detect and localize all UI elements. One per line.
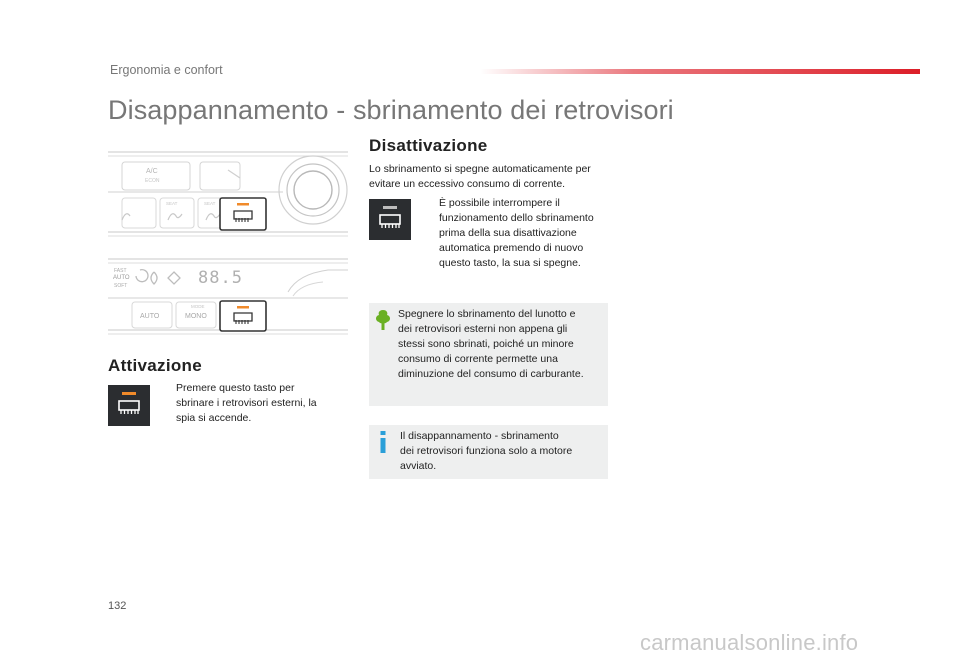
auto-small-label: AUTO <box>113 275 130 281</box>
eco-tip-box <box>369 303 608 406</box>
ac-label: A/C <box>146 168 158 175</box>
header-accent-bar <box>480 69 920 74</box>
eco-tip-line: dei retrovisori esterni non appena gli <box>398 323 568 335</box>
eco-tip-text <box>398 307 606 382</box>
disattivazione-line: automatica premendo di nuovo <box>439 242 584 254</box>
attivazione-text <box>176 381 346 426</box>
defrost-button-on-icon <box>108 385 150 426</box>
disattivazione-intro-line: Lo sbrinamento si spegne automaticamente per <box>369 163 591 175</box>
ac-econ-label: ECON <box>145 178 160 184</box>
attivazione-line: spia si accende. <box>176 412 252 424</box>
eco-tip-line: diminuzione del consumo di carburante. <box>398 368 584 380</box>
info-note-line: dei retrovisori funziona solo a motore <box>400 445 573 457</box>
page-number: 132 <box>108 600 127 612</box>
seat-label-1: SEAT <box>166 201 178 206</box>
eco-tip-line: Spegnere lo sbrinamento del lunotto e <box>398 308 576 320</box>
info-icon <box>378 431 388 453</box>
display-readout: 88.5 <box>198 268 243 288</box>
mono-button-label: MONO <box>185 313 207 320</box>
disattivazione-line: È possibile interrompere il <box>439 197 560 209</box>
page-title: Disappannamento - sbrinamento dei retrovisori <box>108 95 674 125</box>
mode-label: MODE <box>191 304 205 309</box>
disattivazione-intro-line: evitare un eccessivo consumo di corrente. <box>369 178 566 190</box>
watermark: carmanualsonline.info <box>640 630 859 655</box>
seat-label-2: SEAT <box>204 201 216 206</box>
info-note-line: Il disappannamento - sbrinamento <box>400 430 559 442</box>
disattivazione-heading: Disattivazione <box>369 136 488 155</box>
attivazione-line: sbrinare i retrovisori esterni, la <box>176 397 317 409</box>
info-note-text <box>400 429 605 474</box>
disattivazione-text <box>439 196 614 271</box>
defrost-button-off-icon <box>369 199 411 240</box>
eco-tip-line: stessi sono sbrinati, poiché un minore <box>398 338 574 350</box>
disattivazione-line: funzionamento dello sbrinamento <box>439 212 594 224</box>
info-note-line: avviato. <box>400 460 437 472</box>
disattivazione-line: questo tasto, la sua si spegne. <box>439 257 581 269</box>
attivazione-line: Premere questo tasto per <box>176 382 295 394</box>
fast-label: FAST <box>114 268 127 274</box>
eco-tip-line: consumo di corrente permette una <box>398 353 558 365</box>
tree-eco-icon <box>374 309 392 331</box>
disattivazione-intro <box>369 162 614 192</box>
section-label: Ergonomia e confort <box>110 63 223 77</box>
info-note-box <box>369 425 608 479</box>
disattivazione-line: prima della sua disattivazione <box>439 227 577 239</box>
climate-panel-top-drawing <box>108 148 348 248</box>
climate-panel-top-illustration <box>108 148 348 248</box>
climate-panel-bottom-illustration <box>108 256 348 336</box>
soft-label: SOFT <box>114 283 128 289</box>
attivazione-heading: Attivazione <box>108 356 202 375</box>
auto-button-label: AUTO <box>140 313 160 320</box>
